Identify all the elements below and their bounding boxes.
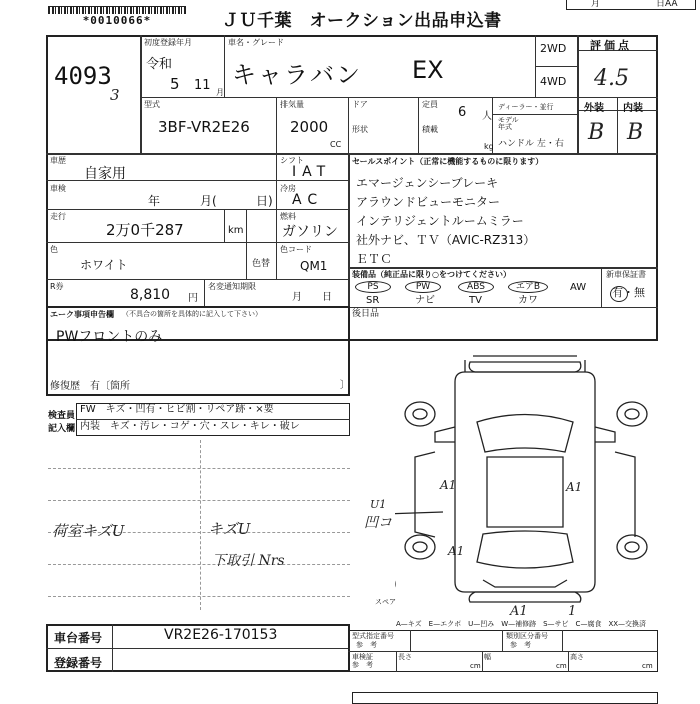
shift: IAT: [292, 164, 332, 180]
vehicle-grade: EX: [412, 56, 444, 84]
height-unit: cm: [642, 662, 653, 670]
damage-mark-6: 1: [568, 604, 577, 619]
width-label: 幅: [484, 653, 491, 661]
shift-label: シフト: [280, 156, 304, 165]
transfer-day: 日: [322, 292, 332, 303]
equip-airbag: エアB: [508, 281, 548, 293]
color-label: 色: [50, 245, 58, 254]
inspection-cert-label: 車検証 参 考: [352, 653, 373, 669]
chassis-label: 車台番号: [54, 631, 103, 645]
recycle-unit: 円: [188, 293, 198, 304]
displacement-label: 排気量: [280, 100, 304, 109]
displacement: 2000: [290, 118, 329, 136]
damage-mark-1: A1: [440, 478, 457, 492]
length-label: 長さ: [398, 653, 412, 661]
reg-number-label: 登録番号: [54, 656, 103, 670]
chassis-number: VR2E26-170153: [164, 627, 278, 643]
sales-point-4: 社外ナビ、ＴＶ（AVIC-RZ313）: [356, 233, 536, 247]
equip-tv: TV: [469, 295, 482, 306]
equipment-label: 装備品（純正品に限り○をつけてください）: [352, 270, 511, 279]
category-ref: 参 考: [510, 641, 531, 649]
form-title: ＪＵ千葉 オークション出品申込書: [222, 11, 502, 31]
sales-point-5: ＥＴＣ: [356, 252, 393, 266]
load-unit: kg: [484, 142, 494, 151]
fuel-label: 燃料: [280, 212, 296, 221]
usage: 自家用: [84, 166, 126, 182]
sales-point-3: インテリジェントルームミラー: [356, 214, 524, 228]
capacity-label: 定員: [422, 100, 438, 109]
4wd-label: 4WD: [540, 75, 567, 88]
displacement-unit: CC: [330, 140, 342, 149]
height-label: 高さ: [570, 653, 584, 661]
type-designation-label: 型式指定番号: [352, 632, 394, 640]
damage-legend: A—キズ E—エクボ U—凹み W—補修跡 S—サビ C—腐食 XX—交換済: [396, 620, 647, 628]
reg-month-unit: 月: [216, 88, 224, 97]
notes-label: エーク事項申告欄: [50, 310, 114, 319]
damage-mark-5: A1: [510, 604, 528, 619]
fuel: ガソリン: [282, 224, 338, 240]
capacity: 6: [458, 105, 467, 120]
inspection-month: 月(: [200, 194, 217, 208]
notes: PWフロントのみ: [56, 329, 163, 345]
exterior-label: 外装: [584, 103, 604, 114]
equip-aw: AW: [570, 282, 587, 293]
era: 令和: [146, 57, 173, 72]
repair-history-end: 〕: [340, 380, 350, 391]
sales-point-1: エマージェンシーブレーキ: [356, 176, 499, 190]
damage-mark-2: A1: [566, 480, 583, 494]
model-code: 3BF-VR2E26: [158, 118, 250, 136]
color-code: QM1: [300, 259, 328, 273]
inspector-line-2: 内装 キズ・汚レ・コゲ・穴・スレ・キレ・破レ: [80, 421, 300, 432]
new-car-circle: [610, 286, 628, 302]
exterior-grade: B: [588, 120, 605, 145]
vehicle-name-label: 車名・グレード: [228, 38, 284, 47]
dealer-label: ディーラー・並行: [498, 103, 554, 111]
handwritten-note-3: 下取引 Nrs: [212, 553, 285, 569]
equip-pw: PW: [405, 281, 441, 293]
equip-abs: ABS: [458, 281, 494, 293]
inspector-label-2: 記入欄: [48, 424, 76, 434]
model-year-label: モデル 年式: [498, 116, 519, 131]
door-label: ドア: [352, 100, 368, 109]
load-label: 積載: [422, 125, 438, 134]
color-change-label: 色替: [252, 259, 271, 269]
mileage-label: 走行: [50, 212, 66, 221]
model-label: 型式: [144, 100, 160, 109]
recycle-fee: 8,810: [130, 287, 171, 303]
bottom-stub: [352, 692, 658, 704]
ac: AC: [292, 192, 324, 208]
shape-label: 形状: [352, 125, 368, 134]
vehicle-damage-diagram: [395, 352, 655, 612]
ac-label: 冷房: [280, 184, 296, 193]
usage-label: 車歴: [50, 156, 66, 165]
recycle-label: R券: [50, 282, 64, 291]
2wd-label: 2WD: [540, 42, 567, 55]
category-label: 類別区分番号: [506, 632, 548, 640]
new-car-warranty-value: 有・無: [612, 286, 645, 299]
reg-year: 5: [170, 75, 180, 93]
rating-label: 評価点: [590, 39, 632, 52]
sales-point-2: アラウンドビューモニター: [356, 195, 501, 209]
repair-history-label: 修復歴 有〔箇所: [50, 381, 130, 392]
reg-month: 11: [194, 78, 211, 93]
rating-score: 4.5: [594, 66, 629, 91]
equip-navi: ナビ: [415, 295, 435, 306]
inspection-day: 日): [256, 194, 273, 208]
equip-leather: カワ: [518, 295, 538, 306]
color: ホワイト: [80, 258, 128, 272]
damage-note: 凹コ: [364, 515, 392, 531]
color-code-label: 色コード: [280, 245, 312, 254]
inspection-label: 車検: [50, 184, 66, 193]
inspection-year: 年: [148, 194, 161, 208]
capacity-unit: 人: [482, 111, 492, 122]
transfer-month: 月: [292, 292, 302, 303]
lot-suffix: 3: [110, 86, 120, 104]
notes-hint: （不具合の箇所を具体的に記入して下さい）: [122, 310, 262, 318]
spare-label: スペア: [375, 598, 396, 606]
damage-mark-4: U1: [370, 498, 387, 511]
handwritten-note-2: キズU: [208, 520, 251, 538]
equip-sr: SR: [366, 295, 380, 306]
interior-grade: B: [627, 120, 644, 145]
length-unit: cm: [470, 662, 481, 670]
equip-ps: PS: [355, 281, 391, 293]
interior-label: 内装: [623, 103, 643, 114]
sales-points-label: セールスポイント（正常に機能するものに限ります）: [352, 157, 544, 166]
serial-number: *0010066*: [48, 14, 186, 27]
month-label: 月: [591, 0, 601, 9]
day-label: 日AA: [656, 0, 678, 9]
inspector-label-1: 検査員: [48, 411, 76, 421]
type-designation-ref: 参 考: [356, 641, 377, 649]
new-car-warranty-label: 新車保証書: [606, 270, 646, 279]
damage-mark-3: A1: [448, 544, 465, 558]
width-unit: cm: [556, 662, 567, 670]
handle-label: ハンドル 左・右: [498, 139, 564, 149]
handwritten-note-1: 荷室キズU: [52, 522, 125, 540]
inspector-line-1: FW キズ・凹有・ヒビ割・リペア跡・×要: [80, 404, 274, 415]
vehicle-name: キャラバン: [232, 61, 362, 89]
notes-frame: [46, 306, 350, 396]
mileage-unit: km: [228, 225, 244, 236]
first-reg-label: 初度登録年月: [144, 38, 192, 47]
transfer-label: 名変通知期限: [208, 282, 256, 291]
lot-number: 4093: [54, 62, 112, 90]
rear-items-label: 後日品: [352, 309, 380, 319]
mileage: 2万0千287: [106, 221, 184, 239]
